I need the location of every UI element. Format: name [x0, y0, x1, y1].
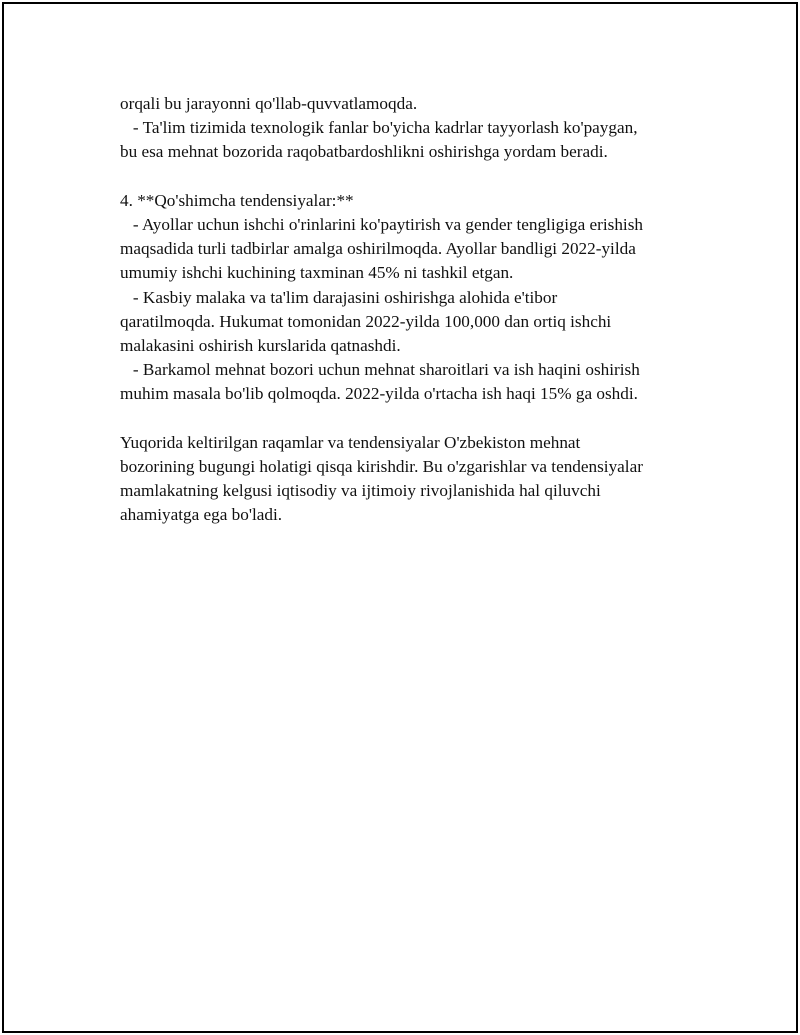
continuation-paragraph	[120, 92, 720, 165]
text-line: umumiy ishchi kuchining taxminan 45% ni tashkil etgan.	[120, 263, 514, 283]
conclusion-paragraph	[120, 431, 720, 528]
text-line: - Ayollar uchun ishchi o'rinlarini ko'paytirish va gender tengligiga erishish	[120, 214, 643, 234]
text-line: orqali bu jarayonni qo'llab-quvvatlamoqda.	[120, 94, 418, 113]
text-line: qaratilmoqda. Hukumat tomonidan 2022-yilda 100,000 dan ortiq ishchi	[120, 311, 612, 331]
text-line: bozorining bugungi holatigi qisqa kirishdir. Bu o'zgarishlar va tendensiyalar	[120, 456, 643, 476]
text-line: malakasini oshirish kurslarida qatnashdi.	[120, 335, 401, 355]
section-4	[120, 189, 720, 407]
section-heading: 4. **Qo'shimcha tendensiyalar:**	[120, 190, 354, 210]
text-line: mamlakatning kelgusi iqtisodiy va ijtimoiy rivojlanishida hal qiluvchi	[120, 481, 601, 500]
document-body	[120, 92, 720, 527]
text-line: - Kasbiy malaka va ta'lim darajasini oshirishga alohida e'tibor	[120, 287, 558, 307]
text-line: ahamiyatga ega bo'ladi.	[120, 505, 283, 525]
text-line: bu esa mehnat bozorida raqobatbardoshlikni oshirishga yordam beradi.	[120, 142, 608, 162]
text-line: muhim masala bo'lib qolmoqda. 2022-yilda o'rtacha ish haqi 15% ga oshdi.	[120, 384, 638, 404]
text-line: maqsadida turli tadbirlar amalga oshirilmoqda. Ayollar bandligi 2022-yilda	[120, 239, 636, 259]
text-line: - Ta'lim tizimida texnologik fanlar bo'yicha kadrlar tayyorlash ko'paygan,	[120, 118, 638, 138]
text-line: Yuqorida keltirilgan raqamlar va tendensiyalar O'zbekiston mehnat	[120, 432, 581, 452]
text-line: - Barkamol mehnat bozori uchun mehnat sharoitlari va ish haqini oshirish	[120, 360, 640, 380]
page-frame	[2, 2, 798, 1033]
paragraph-spacer	[120, 165, 720, 189]
paragraph-spacer	[120, 406, 720, 430]
